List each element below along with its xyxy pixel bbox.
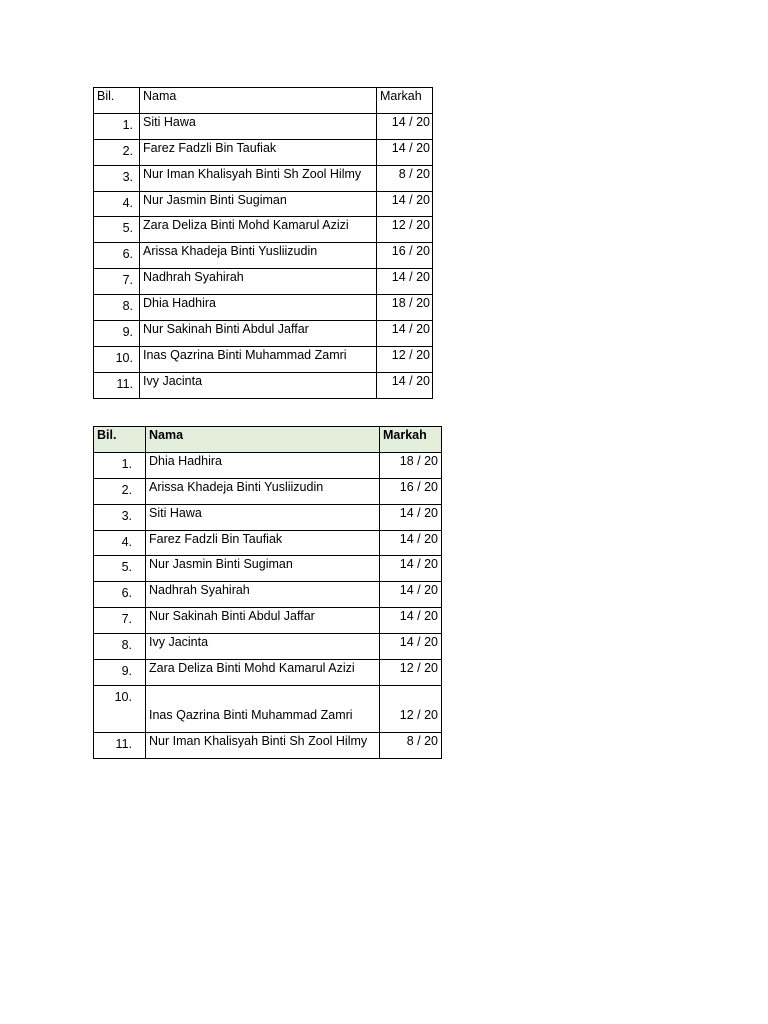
row-markah: 8 / 20 [377, 165, 433, 191]
row-nama: Nadhrah Syahirah [140, 269, 377, 295]
row-markah: 14 / 20 [380, 504, 442, 530]
table-row [94, 582, 442, 608]
row-markah: 12 / 20 [377, 217, 433, 243]
row-bil: 4. [94, 530, 146, 556]
marks-table-unsorted [93, 87, 433, 399]
table-row [94, 346, 433, 372]
row-bil: 1. [94, 452, 146, 478]
row-nama: Inas Qazrina Binti Muhammad Zamri [146, 685, 380, 732]
row-nama: Arissa Khadeja Binti Yusliizudin [146, 478, 380, 504]
row-bil: 3. [94, 165, 140, 191]
row-nama: Dhia Hadhira [140, 295, 377, 321]
row-markah: 12 / 20 [380, 685, 442, 732]
row-bil: 2. [94, 139, 140, 165]
row-markah: 12 / 20 [377, 346, 433, 372]
table-row [94, 243, 433, 269]
row-markah: 12 / 20 [380, 660, 442, 686]
table-row [94, 295, 433, 321]
row-nama: Dhia Hadhira [146, 452, 380, 478]
row-markah: 14 / 20 [380, 608, 442, 634]
row-nama: Nur Iman Khalisyah Binti Sh Zool Hilmy [140, 165, 377, 191]
row-markah: 16 / 20 [380, 478, 442, 504]
row-markah: 14 / 20 [380, 556, 442, 582]
row-markah: 16 / 20 [377, 243, 433, 269]
table-header-row [94, 427, 442, 453]
table-row [94, 269, 433, 295]
table-row [94, 191, 433, 217]
row-bil: 1. [94, 113, 140, 139]
table-row [94, 139, 433, 165]
table-row [94, 165, 433, 191]
row-nama: Ivy Jacinta [146, 634, 380, 660]
table-row [94, 530, 442, 556]
table-row [94, 478, 442, 504]
table-row [94, 732, 442, 758]
row-markah: 8 / 20 [380, 732, 442, 758]
header-nama: Nama [146, 427, 380, 453]
row-nama: Nur Iman Khalisyah Binti Sh Zool Hilmy [146, 732, 380, 758]
table-row [94, 556, 442, 582]
row-bil: 5. [94, 217, 140, 243]
row-bil: 10. [94, 685, 146, 732]
row-nama: Nur Sakinah Binti Abdul Jaffar [146, 608, 380, 634]
row-bil: 4. [94, 191, 140, 217]
row-nama: Siti Hawa [146, 504, 380, 530]
row-markah: 14 / 20 [377, 139, 433, 165]
table-row [94, 113, 433, 139]
table-header-row [94, 88, 433, 114]
table-row [94, 321, 433, 347]
row-markah: 14 / 20 [380, 582, 442, 608]
header-markah: Markah [380, 427, 442, 453]
header-nama: Nama [140, 88, 377, 114]
row-markah: 14 / 20 [377, 372, 433, 398]
row-bil: 7. [94, 269, 140, 295]
table-row [94, 660, 442, 686]
row-markah: 14 / 20 [380, 530, 442, 556]
row-markah: 14 / 20 [380, 634, 442, 660]
row-nama: Inas Qazrina Binti Muhammad Zamri [140, 346, 377, 372]
row-bil: 9. [94, 321, 140, 347]
header-bil: Bil. [94, 88, 140, 114]
row-bil: 7. [94, 608, 146, 634]
row-markah: 14 / 20 [377, 269, 433, 295]
header-markah: Markah [377, 88, 433, 114]
table-row [94, 504, 442, 530]
row-nama: Ivy Jacinta [140, 372, 377, 398]
row-bil: 11. [94, 372, 140, 398]
row-nama: Nadhrah Syahirah [146, 582, 380, 608]
row-nama: Zara Deliza Binti Mohd Kamarul Azizi [140, 217, 377, 243]
row-markah: 14 / 20 [377, 113, 433, 139]
row-bil: 9. [94, 660, 146, 686]
row-markah: 14 / 20 [377, 321, 433, 347]
row-bil: 6. [94, 582, 146, 608]
marks-table-sorted [93, 426, 442, 759]
table-row [94, 452, 442, 478]
row-nama: Arissa Khadeja Binti Yusliizudin [140, 243, 377, 269]
table-row [94, 608, 442, 634]
row-nama: Nur Sakinah Binti Abdul Jaffar [140, 321, 377, 347]
row-nama: Siti Hawa [140, 113, 377, 139]
row-bil: 5. [94, 556, 146, 582]
row-bil: 8. [94, 634, 146, 660]
header-bil: Bil. [94, 427, 146, 453]
row-nama: Nur Jasmin Binti Sugiman [140, 191, 377, 217]
row-markah: 14 / 20 [377, 191, 433, 217]
table-row [94, 634, 442, 660]
row-bil: 11. [94, 732, 146, 758]
row-markah: 18 / 20 [377, 295, 433, 321]
row-nama: Zara Deliza Binti Mohd Kamarul Azizi [146, 660, 380, 686]
row-bil: 3. [94, 504, 146, 530]
row-bil: 10. [94, 346, 140, 372]
row-bil: 2. [94, 478, 146, 504]
row-nama: Nur Jasmin Binti Sugiman [146, 556, 380, 582]
table-row [94, 685, 442, 732]
table-row [94, 217, 433, 243]
row-nama: Farez Fadzli Bin Taufiak [146, 530, 380, 556]
row-bil: 6. [94, 243, 140, 269]
row-markah: 18 / 20 [380, 452, 442, 478]
row-nama: Farez Fadzli Bin Taufiak [140, 139, 377, 165]
row-bil: 8. [94, 295, 140, 321]
table-row [94, 372, 433, 398]
